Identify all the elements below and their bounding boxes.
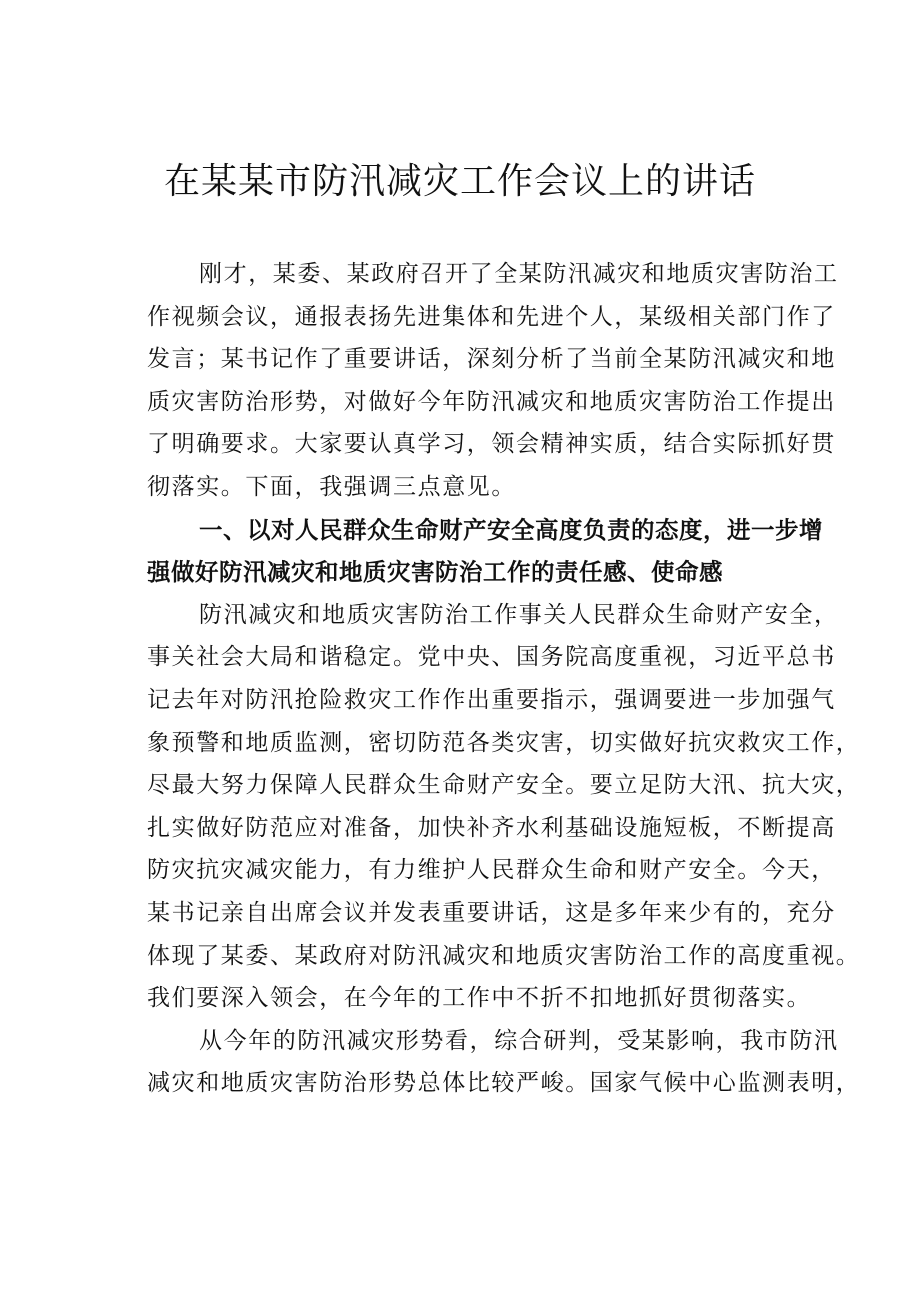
heading-line: 一、以对人民群众生命财产安全高度负责的态度，进一步增 <box>199 515 823 544</box>
text-line: 了明确要求。大家要认真学习，领会精神实质，结合实际抓好贯 <box>147 431 836 458</box>
text-line: 防灾抗灾减灾能力，有力维护人民群众生命和财产安全。今天， <box>147 857 836 884</box>
text-line: 我们要深入领会，在今年的工作中不折不扣地抓好贯彻落实。 <box>147 985 812 1012</box>
text-line: 从今年的防汛减灾形势看，综合研判，受某影响，我市防汛 <box>199 1027 839 1054</box>
text-line: 记去年对防汛抢险救灾工作作出重要指示，强调要进一步加强气 <box>147 686 836 713</box>
text-line: 质灾害防治形势，对做好今年防汛减灾和地质灾害防治工作提出 <box>147 388 836 415</box>
document-body <box>147 253 861 1105</box>
document-title: 在某某市防汛减灾工作会议上的讲话 <box>163 161 756 202</box>
text-line: 某书记亲自出席会议并发表重要讲话，这是多年来少有的，充分 <box>147 899 836 926</box>
text-line: 尽最大努力保障人民群众生命财产安全。要立足防大汛、抗大灾， <box>147 772 861 799</box>
text-line: 刚才，某委、某政府召开了全某防汛减灾和地质灾害防治工 <box>199 261 839 287</box>
text-line: 发言；某书记作了重要讲话，深刻分析了当前全某防汛减灾和地 <box>147 346 836 373</box>
text-line: 作视频会议，通报表扬先进集体和先进个人，某级相关部门作了 <box>147 303 836 330</box>
section-heading-1 <box>147 509 823 594</box>
paragraph-situation <box>147 1020 861 1105</box>
text-line: 体现了某委、某政府对防汛减灾和地质灾害防治工作的高度重视。 <box>147 942 861 969</box>
text-line: 减灾和地质灾害防治形势总体比较严峻。国家气候中心监测表明， <box>147 1070 861 1097</box>
text-line: 扎实做好防范应对准备，加快补齐水利基础设施短板，不断提高 <box>147 814 836 841</box>
paragraph-section-1 <box>147 594 861 1020</box>
text-line: 事关社会大局和谐稳定。党中央、国务院高度重视，习近平总书 <box>147 644 836 671</box>
text-line: 防汛减灾和地质灾害防治工作事关人民群众生命财产安全， <box>199 601 839 628</box>
paragraph-intro <box>147 253 839 509</box>
text-line: 彻落实。下面，我强调三点意见。 <box>147 473 516 500</box>
text-line: 象预警和地质监测，密切防范各类灾害，切实做好抗灾救灾工作， <box>147 729 861 756</box>
heading-line: 强做好防汛减灾和地质灾害防治工作的责任感、使命感 <box>147 558 723 587</box>
